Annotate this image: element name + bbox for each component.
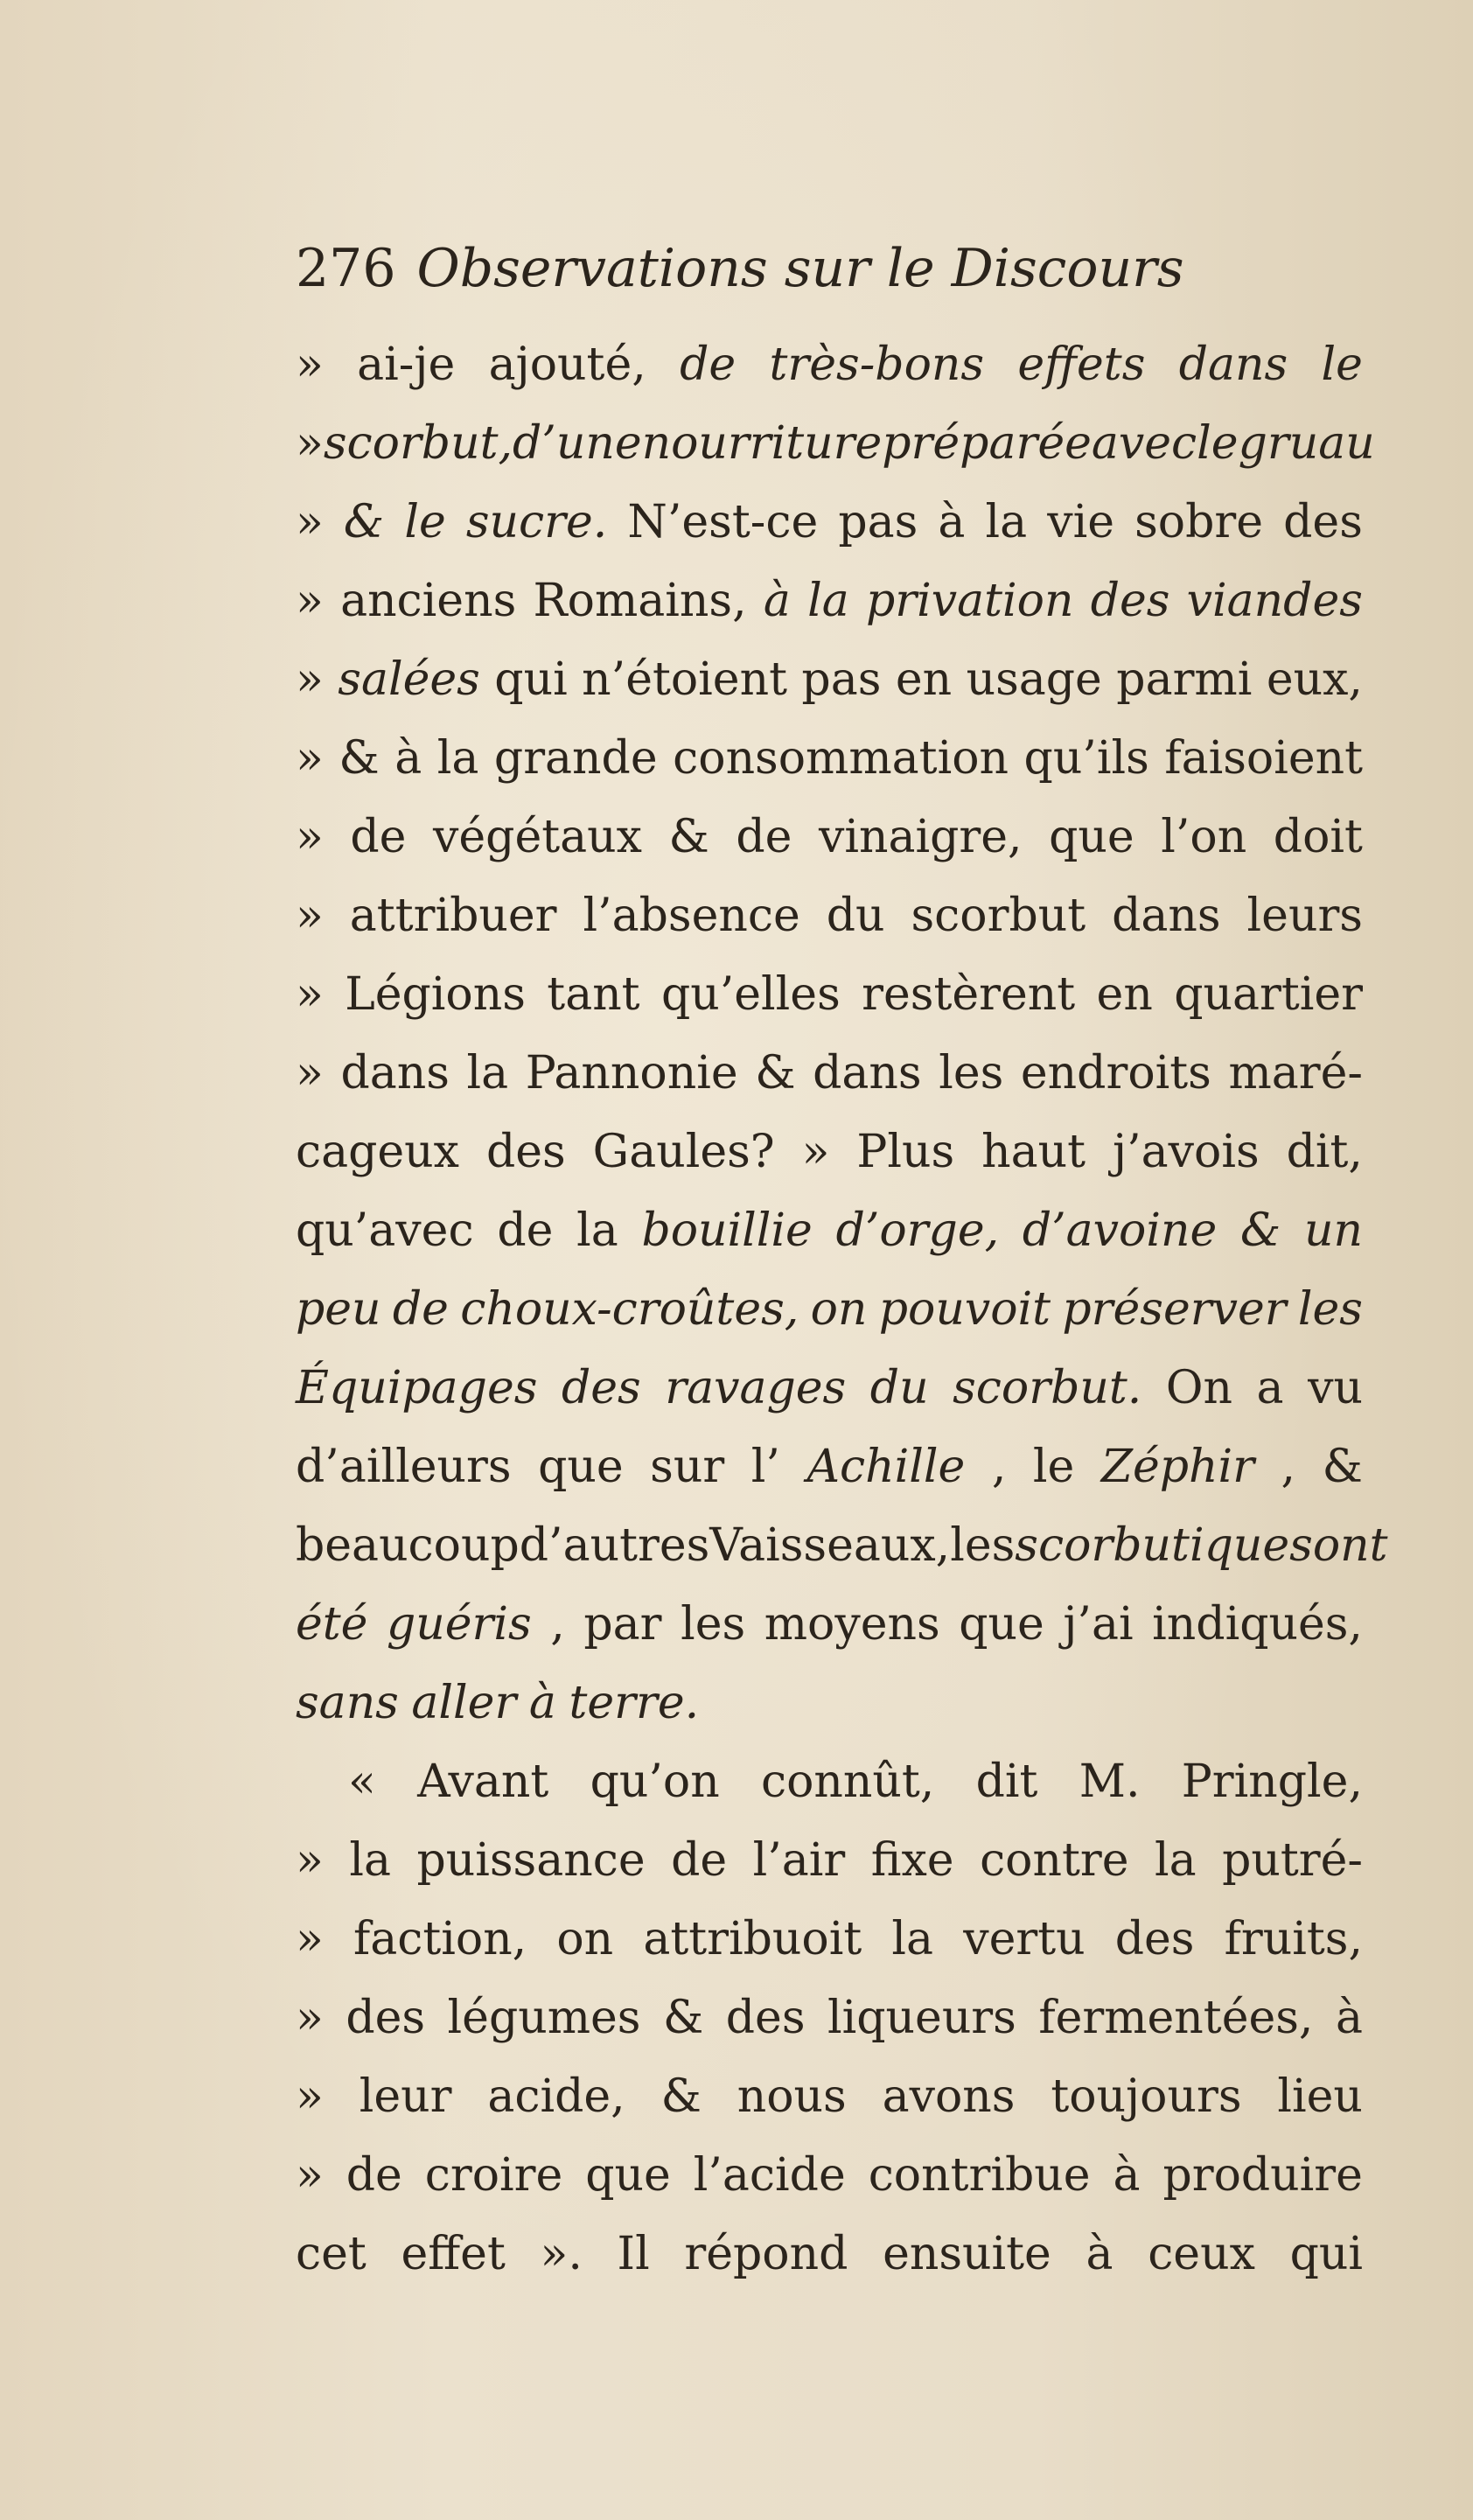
text-line (296, 1506, 1388, 1585)
word: » (296, 653, 324, 706)
word: cageux (296, 1126, 460, 1178)
word: guéris (387, 1598, 532, 1651)
word: beaucoup (296, 1519, 520, 1572)
word: haut (981, 1126, 1086, 1178)
word: des (485, 1126, 566, 1178)
word: scorbutiques (1015, 1519, 1313, 1572)
word: dans (340, 1047, 450, 1099)
word: que (959, 1598, 1044, 1651)
text-line (296, 719, 1363, 798)
word: privation (865, 575, 1074, 627)
word: qu’on (590, 1756, 720, 1808)
word: quartier (1174, 968, 1363, 1021)
word: d’une (513, 417, 642, 470)
word: des (1283, 496, 1363, 548)
word: vu (1308, 1362, 1363, 1414)
text-line (296, 1428, 1363, 1506)
word: à (1086, 2228, 1113, 2280)
word: l’ (750, 1441, 780, 1493)
word: grande (493, 732, 658, 785)
word: , (991, 1441, 1007, 1493)
word: Équipages (296, 1362, 538, 1414)
word: Achille (806, 1441, 966, 1493)
word: de (736, 811, 792, 863)
text-line (296, 1821, 1363, 1900)
word: sans (296, 1677, 399, 1729)
word: fruits, (1224, 1913, 1363, 1965)
text-line (296, 404, 1375, 483)
word: » (296, 496, 324, 548)
text-line (296, 640, 1363, 719)
word: que (538, 1441, 624, 1493)
text-line (296, 1979, 1363, 2057)
word: & (339, 732, 380, 785)
word: sur (650, 1441, 725, 1493)
text-line (296, 325, 1363, 404)
word: liqueurs (827, 1992, 1016, 2044)
word: moyens (764, 1598, 940, 1651)
word: indiqués, (1152, 1598, 1363, 1651)
word: ensuite (883, 2228, 1051, 2280)
page-header (296, 229, 1363, 308)
word: végétaux (433, 811, 642, 863)
word: vie (1047, 496, 1115, 548)
word: leur (359, 2070, 452, 2123)
word: à (394, 732, 422, 785)
word: Zéphir (1100, 1441, 1254, 1493)
word: à (1113, 2149, 1141, 2202)
word: & (343, 496, 385, 548)
word: fixe (870, 1834, 954, 1887)
word: été (296, 1598, 368, 1651)
word: contre (980, 1834, 1129, 1887)
word: avec (1091, 417, 1197, 470)
text-line (296, 2136, 1363, 2215)
word: sucre. (465, 496, 608, 548)
text-line (296, 798, 1363, 876)
word: ceux (1148, 2228, 1255, 2280)
word: qui (494, 653, 568, 706)
word: » (296, 968, 324, 1021)
word: la (349, 1834, 391, 1887)
word: dans (1112, 890, 1221, 942)
word: le (1197, 417, 1239, 470)
word: très-bons (769, 339, 985, 391)
word: tant (547, 968, 640, 1021)
word: fermentées, (1038, 1992, 1314, 2044)
word: un (1304, 1204, 1363, 1257)
word: Romains, (533, 575, 747, 627)
word: attribuer (349, 890, 557, 942)
word: scorbut, (323, 417, 513, 470)
word: » (296, 1047, 324, 1099)
word: du (869, 1362, 929, 1414)
word: leurs (1246, 890, 1363, 942)
text-line (296, 955, 1363, 1034)
text-line (296, 1900, 1363, 1979)
word: dit (975, 1756, 1038, 1808)
word: avons (882, 2070, 1016, 2123)
text-line (296, 1270, 1363, 1349)
word: parmi (1116, 653, 1253, 706)
word: les (950, 1519, 1016, 1572)
word: Pannonie (525, 1047, 738, 1099)
text-line (296, 1742, 1363, 1821)
word: des (1090, 575, 1170, 627)
word: & (755, 1047, 796, 1099)
word: que (1049, 811, 1134, 863)
word: Pringle, (1181, 1756, 1363, 1808)
word: » (296, 1834, 324, 1887)
word: on (556, 1913, 614, 1965)
word: n’étoient (582, 653, 787, 706)
word: l’air (752, 1834, 846, 1887)
text-line (296, 2215, 1363, 2293)
word: puissance (416, 1834, 646, 1887)
word: » (296, 1992, 324, 2044)
word: répond (684, 2228, 848, 2280)
word: par (583, 1598, 662, 1651)
word: & (660, 2070, 702, 2123)
word: usage (966, 653, 1102, 706)
word: « (348, 1756, 376, 1808)
word: & (662, 1992, 704, 2044)
word: pas (838, 496, 918, 548)
word: ajouté, (488, 339, 646, 391)
word: Vaisseaux, (709, 1519, 951, 1572)
page-number: 276 (296, 238, 396, 299)
word: » (296, 339, 324, 391)
word: de (350, 811, 407, 863)
running-title: Observations sur le Discours (416, 238, 1184, 299)
word: doit (1273, 811, 1363, 863)
word: dans (813, 1047, 922, 1099)
word: » (296, 2149, 324, 2202)
word: la (466, 1047, 509, 1099)
word: , (1281, 1441, 1296, 1493)
word: j’ai (1063, 1598, 1134, 1651)
word: scorbut (911, 890, 1086, 942)
word: du (826, 890, 885, 942)
text-line (296, 1113, 1363, 1191)
word: scorbut. (953, 1362, 1142, 1414)
word: vertu (963, 1913, 1086, 1965)
word: gruau (1238, 417, 1375, 470)
word: la (891, 1913, 934, 1965)
word: connût, (761, 1756, 935, 1808)
word: & (668, 811, 709, 863)
word: les (681, 1598, 746, 1651)
text-line (296, 562, 1363, 640)
word: produire (1162, 2149, 1363, 2202)
word: & (1322, 1441, 1363, 1493)
word: consommation (673, 732, 1009, 785)
word: aller (411, 1677, 517, 1729)
word: d’ailleurs (296, 1441, 512, 1493)
word: à (763, 575, 791, 627)
word: préserver (1062, 1283, 1287, 1336)
word: terre. (569, 1677, 700, 1729)
word: » (296, 575, 324, 627)
word: pouvoit (878, 1283, 1051, 1336)
text-line (296, 1034, 1363, 1113)
word: d’avoine (1022, 1204, 1218, 1257)
word: maré- (1228, 1047, 1363, 1099)
word: à (938, 496, 966, 548)
word: Plus (856, 1126, 955, 1178)
text-line (296, 1349, 1363, 1428)
word: de (671, 1834, 728, 1887)
word: qu’avec (296, 1204, 474, 1257)
word: putré- (1222, 1834, 1363, 1887)
word: le (1321, 339, 1363, 391)
word: anciens (340, 575, 517, 627)
word: nous (736, 2070, 847, 2123)
word: vinaigre, (819, 811, 1023, 863)
word: qu’elles (660, 968, 841, 1021)
word: la (436, 732, 479, 785)
word: ». (540, 2228, 583, 2280)
word: attribuoit (643, 1913, 862, 1965)
word: la (985, 496, 1028, 548)
word: » (296, 1913, 324, 1965)
text-line (296, 483, 1363, 562)
word: cet (296, 2228, 367, 2280)
word: » (801, 1126, 830, 1178)
word: » (296, 890, 324, 942)
word: ont (1312, 1519, 1388, 1572)
word: Il (617, 2228, 650, 2280)
text-line (296, 1664, 1363, 1742)
word: pas (801, 653, 882, 706)
word: salées (338, 653, 480, 706)
word: qui (1289, 2228, 1363, 2280)
word: & (1239, 1204, 1281, 1257)
word: Gaules? (592, 1126, 775, 1178)
word: toujours (1051, 2070, 1242, 2123)
word: à (528, 1677, 556, 1729)
word: » (296, 732, 324, 785)
word: Avant (417, 1756, 549, 1808)
word: le (1032, 1441, 1075, 1493)
word: légumes (447, 1992, 641, 2044)
word: , (550, 1598, 565, 1651)
word: dit, (1286, 1126, 1363, 1178)
word: sobre (1134, 496, 1264, 548)
word: des (725, 1992, 806, 2044)
word: préparée (882, 417, 1092, 470)
word: que (585, 2149, 671, 2202)
word: de (392, 1283, 449, 1336)
word: l’on (1161, 811, 1247, 863)
word: N’est-ce (627, 496, 819, 548)
word: contribue (868, 2149, 1091, 2202)
word: effet (401, 2228, 506, 2280)
text-line (296, 1191, 1363, 1270)
word: » (296, 2070, 324, 2123)
word: dans (1178, 339, 1288, 391)
word: de (497, 1204, 554, 1257)
word: la (807, 575, 849, 627)
word: faisoient (1164, 732, 1363, 785)
word: on (810, 1283, 868, 1336)
word: » (296, 811, 324, 863)
word: d’orge, (835, 1204, 1000, 1257)
word: en (1096, 968, 1153, 1021)
word: de (680, 339, 736, 391)
word: choux-croûtes, (460, 1283, 799, 1336)
word: le (404, 496, 446, 548)
word: des (346, 1992, 426, 2044)
word: nourriture (641, 417, 883, 470)
text-line (296, 876, 1363, 955)
word: a (1256, 1362, 1284, 1414)
word: acide, (487, 2070, 625, 2123)
word: en (895, 653, 953, 706)
word: lieu (1277, 2070, 1363, 2123)
word: bouillie (641, 1204, 813, 1257)
word: eux, (1266, 653, 1363, 706)
word: à (1335, 1992, 1363, 2044)
word: de (346, 2149, 402, 2202)
word: les (939, 1047, 1004, 1099)
text-line (296, 1585, 1363, 1664)
word: l’absence (583, 890, 800, 942)
word: les (1297, 1283, 1363, 1336)
text-line (296, 2057, 1363, 2136)
word: l’acide (693, 2149, 846, 2202)
word: des (1114, 1913, 1195, 1965)
word: ai-je (357, 339, 456, 391)
word: la (576, 1204, 618, 1257)
word: Légions (345, 968, 526, 1021)
word: faction, (353, 1913, 527, 1965)
word: des (561, 1362, 641, 1414)
word: croire (424, 2149, 563, 2202)
word: On (1165, 1362, 1232, 1414)
word: peu (296, 1283, 381, 1336)
body-text (296, 325, 1388, 2293)
word: effets (1017, 339, 1146, 391)
word: endroits (1020, 1047, 1211, 1099)
word: d’autres (519, 1519, 710, 1572)
word: ravages (665, 1362, 847, 1414)
word: » (296, 417, 324, 470)
word: restèrent (862, 968, 1076, 1021)
word: qu’ils (1023, 732, 1149, 785)
word: viandes (1186, 575, 1363, 627)
word: la (1155, 1834, 1197, 1887)
word: j’avois (1113, 1126, 1260, 1178)
word: M. (1079, 1756, 1141, 1808)
